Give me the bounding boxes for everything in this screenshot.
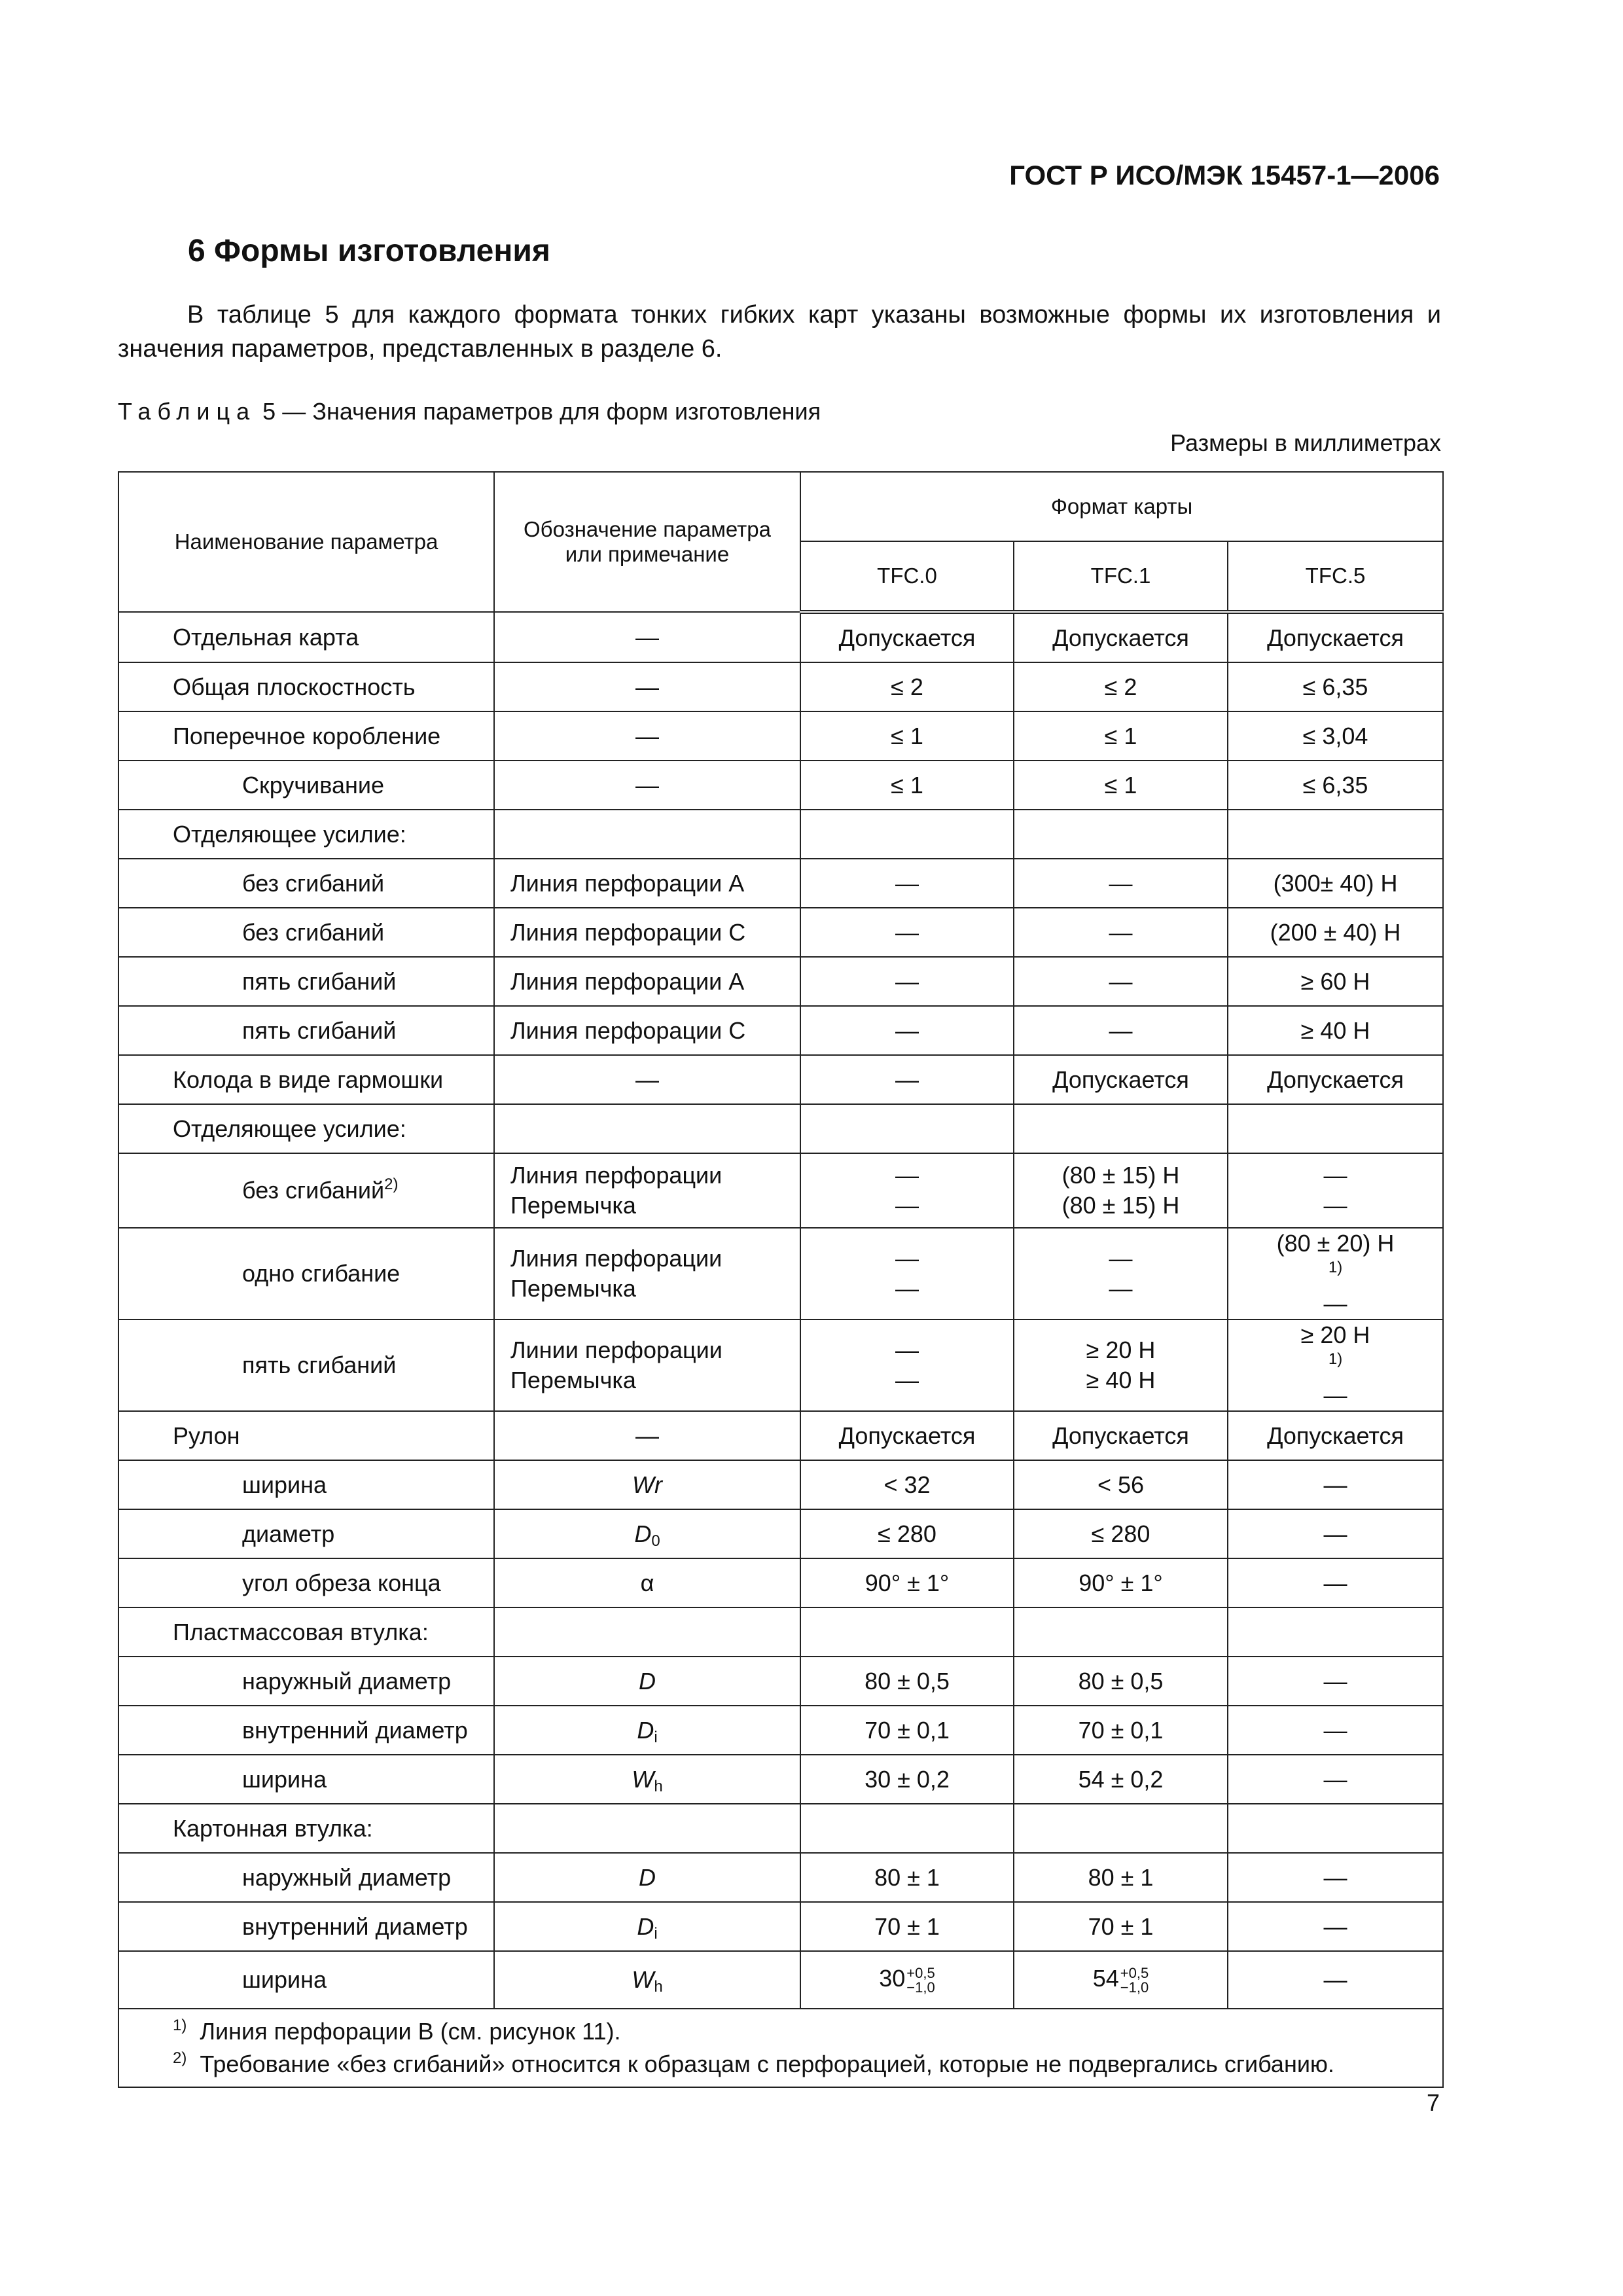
row-tfc5 bbox=[1228, 810, 1443, 859]
symbol-subscript: 0 bbox=[651, 1532, 660, 1550]
row-designation: Линия перфорации А bbox=[494, 957, 800, 1006]
table-row bbox=[118, 1055, 1443, 1104]
row-tfc1: 70 ± 1 bbox=[1014, 1902, 1228, 1951]
row-designation: Линия перфорации С bbox=[494, 1006, 800, 1055]
row-designation: Линия перфорации С bbox=[494, 908, 800, 957]
row-tfc1: — bbox=[1014, 859, 1228, 908]
row-name: Картонная втулка: bbox=[118, 1804, 494, 1853]
parameters-table bbox=[118, 471, 1444, 2088]
tolerance bbox=[906, 1966, 935, 1995]
row-designation bbox=[494, 1706, 800, 1755]
symbol: D bbox=[637, 1716, 654, 1744]
row-tfc0 bbox=[800, 1607, 1014, 1657]
table-row bbox=[118, 810, 1443, 859]
row-tfc1: ≤ 2 bbox=[1014, 662, 1228, 711]
row-designation bbox=[494, 1755, 800, 1804]
footnote-ref: 2) bbox=[384, 1175, 399, 1193]
row-tfc0: — bbox=[800, 1006, 1014, 1055]
row-tfc1 bbox=[1014, 1319, 1228, 1411]
row-name: пять сгибаний bbox=[118, 957, 494, 1006]
table-caption bbox=[118, 398, 821, 425]
row-name: угол обреза конца bbox=[118, 1558, 494, 1607]
header-tfc5: TFC.5 bbox=[1228, 541, 1443, 612]
row-tfc1 bbox=[1014, 810, 1228, 859]
row-designation: — bbox=[494, 662, 800, 711]
table-row bbox=[118, 711, 1443, 761]
row-name: Пластмассовая втулка: bbox=[118, 1607, 494, 1657]
row-tfc5 bbox=[1228, 1607, 1443, 1657]
row-name: Отдельная карта bbox=[118, 612, 494, 662]
row-tfc5 bbox=[1228, 1104, 1443, 1153]
table-row bbox=[118, 1006, 1443, 1055]
value-line1: ≥ 20 Н bbox=[1086, 1336, 1156, 1363]
row-tfc1 bbox=[1014, 1153, 1228, 1228]
row-designation: — bbox=[494, 711, 800, 761]
table-row bbox=[118, 1755, 1443, 1804]
designation-line1: Линия перфорации bbox=[510, 1162, 722, 1189]
row-designation: Wr bbox=[494, 1460, 800, 1509]
row-name: Общая плоскостность bbox=[118, 662, 494, 711]
value-line1: — bbox=[895, 1162, 919, 1189]
tolerance-lower: −1,0 bbox=[906, 1979, 935, 1996]
table-row bbox=[118, 612, 1443, 662]
value-line2: ≥ 40 Н bbox=[1086, 1367, 1156, 1393]
intro-line-2: значения параметров, представленных в разделе 6. bbox=[118, 335, 722, 363]
row-tfc5: — bbox=[1228, 1509, 1443, 1558]
row-tfc5: — bbox=[1228, 1558, 1443, 1607]
row-tfc5: — bbox=[1228, 1951, 1443, 2009]
header-card-format: Формат карты bbox=[800, 472, 1443, 541]
row-designation: Линия перфорации А bbox=[494, 859, 800, 908]
section-title: 6 Формы изготовления bbox=[188, 234, 550, 268]
row-name bbox=[118, 1153, 494, 1228]
row-tfc1 bbox=[1014, 1951, 1228, 2009]
row-tfc5 bbox=[1228, 1804, 1443, 1853]
value-line1: — bbox=[1323, 1162, 1347, 1189]
designation-line2: Перемычка bbox=[510, 1275, 636, 1302]
table-caption-prefix: Таблица bbox=[118, 398, 257, 425]
footnote-ref: 1) bbox=[1328, 1259, 1343, 1276]
row-tfc1 bbox=[1014, 1228, 1228, 1319]
row-tfc0 bbox=[800, 1804, 1014, 1853]
row-designation bbox=[494, 1104, 800, 1153]
row-designation bbox=[494, 1153, 800, 1228]
row-tfc1: — bbox=[1014, 957, 1228, 1006]
row-tfc0: — bbox=[800, 957, 1014, 1006]
row-tfc5 bbox=[1228, 1228, 1443, 1319]
row-tfc5: — bbox=[1228, 1853, 1443, 1902]
row-tfc5: — bbox=[1228, 1902, 1443, 1951]
row-tfc5: ≥ 40 Н bbox=[1228, 1006, 1443, 1055]
table-row bbox=[118, 908, 1443, 957]
row-designation bbox=[494, 1902, 800, 1951]
row-name: Рулон bbox=[118, 1411, 494, 1460]
row-name: ширина bbox=[118, 1755, 494, 1804]
row-tfc0 bbox=[800, 1153, 1014, 1228]
row-name: ширина bbox=[118, 1460, 494, 1509]
row-tfc0: Допускается bbox=[800, 612, 1014, 662]
row-name: ширина bbox=[118, 1951, 494, 2009]
value-line2: — bbox=[1323, 1290, 1347, 1317]
value-line1: — bbox=[895, 1245, 919, 1272]
value-line1: — bbox=[895, 1336, 919, 1363]
row-name: Скручивание bbox=[118, 761, 494, 810]
row-name: Колода в виде гармошки bbox=[118, 1055, 494, 1104]
row-tfc0 bbox=[800, 1319, 1014, 1411]
row-tfc0: ≤ 1 bbox=[800, 761, 1014, 810]
row-tfc1: ≤ 280 bbox=[1014, 1509, 1228, 1558]
row-tfc0: 70 ± 1 bbox=[800, 1902, 1014, 1951]
row-tfc0: — bbox=[800, 859, 1014, 908]
row-tfc0: 30 ± 0,2 bbox=[800, 1755, 1014, 1804]
row-name: без сгибаний bbox=[118, 908, 494, 957]
row-tfc1: 80 ± 0,5 bbox=[1014, 1657, 1228, 1706]
row-designation bbox=[494, 1228, 800, 1319]
value-text: 30 bbox=[879, 1965, 906, 1992]
row-name: наружный диаметр bbox=[118, 1657, 494, 1706]
tolerance bbox=[1120, 1966, 1149, 1995]
table-row bbox=[118, 957, 1443, 1006]
tolerance-upper: +0,5 bbox=[906, 1964, 935, 1981]
row-tfc0 bbox=[800, 810, 1014, 859]
document-code: ГОСТ Р ИСО/МЭК 15457-1—2006 bbox=[1009, 160, 1440, 190]
row-name: Поперечное коробление bbox=[118, 711, 494, 761]
value-line1: (80 ± 15) Н bbox=[1061, 1162, 1180, 1189]
symbol-subscript: h bbox=[654, 1777, 663, 1795]
table-row bbox=[118, 1228, 1443, 1319]
value-line2: — bbox=[895, 1367, 919, 1393]
row-tfc1: — bbox=[1014, 1006, 1228, 1055]
table-row bbox=[118, 859, 1443, 908]
row-name: внутренний диаметр bbox=[118, 1902, 494, 1951]
header-tfc1: TFC.1 bbox=[1014, 541, 1228, 612]
symbol: D bbox=[634, 1520, 652, 1547]
row-name: наружный диаметр bbox=[118, 1853, 494, 1902]
footnote-1-mark: 1) bbox=[173, 2017, 187, 2034]
row-tfc0: ≤ 1 bbox=[800, 711, 1014, 761]
row-name: внутренний диаметр bbox=[118, 1706, 494, 1755]
row-tfc5: (300± 40) Н bbox=[1228, 859, 1443, 908]
units-note: Размеры в миллиметрах bbox=[1170, 429, 1441, 456]
table-row bbox=[118, 1951, 1443, 2009]
value-text: 54 bbox=[1092, 1965, 1119, 1992]
row-tfc5 bbox=[1228, 1319, 1443, 1411]
tolerance-lower: −1,0 bbox=[1120, 1979, 1149, 1996]
value-line2: — bbox=[1323, 1192, 1347, 1219]
row-tfc5: (200 ± 40) Н bbox=[1228, 908, 1443, 957]
row-designation bbox=[494, 1951, 800, 2009]
value-line1: — bbox=[1109, 1245, 1133, 1272]
row-tfc5: — bbox=[1228, 1706, 1443, 1755]
row-name: пять сгибаний bbox=[118, 1319, 494, 1411]
row-designation: α bbox=[494, 1558, 800, 1607]
row-tfc1: < 56 bbox=[1014, 1460, 1228, 1509]
table-row bbox=[118, 1706, 1443, 1755]
row-designation: D bbox=[494, 1657, 800, 1706]
table-row bbox=[118, 662, 1443, 711]
table-caption-number: 5 bbox=[262, 398, 276, 425]
footnotes bbox=[118, 2009, 1443, 2087]
row-tfc1: ≤ 1 bbox=[1014, 761, 1228, 810]
footnotes-row bbox=[118, 2009, 1443, 2087]
page-number: 7 bbox=[1426, 2089, 1440, 2116]
footnote-1-text: Линия перфорации В (см. рисунок 11). bbox=[200, 2018, 621, 2045]
row-tfc0: — bbox=[800, 1055, 1014, 1104]
table-row bbox=[118, 1460, 1443, 1509]
row-designation bbox=[494, 810, 800, 859]
row-tfc5: ≤ 6,35 bbox=[1228, 761, 1443, 810]
row-tfc1: 90° ± 1° bbox=[1014, 1558, 1228, 1607]
row-tfc5: Допускается bbox=[1228, 1055, 1443, 1104]
value-line1 bbox=[1228, 1229, 1442, 1289]
row-tfc0: 90° ± 1° bbox=[800, 1558, 1014, 1607]
row-tfc1: ≤ 1 bbox=[1014, 711, 1228, 761]
row-tfc1: 70 ± 0,1 bbox=[1014, 1706, 1228, 1755]
table-row bbox=[118, 1411, 1443, 1460]
row-tfc0: < 32 bbox=[800, 1460, 1014, 1509]
footnote-1 bbox=[173, 2015, 1442, 2048]
row-tfc0: — bbox=[800, 908, 1014, 957]
row-tfc5: — bbox=[1228, 1755, 1443, 1804]
symbol: D bbox=[637, 1912, 654, 1940]
symbol-subscript: i bbox=[654, 1924, 658, 1943]
table-row bbox=[118, 1509, 1443, 1558]
value-text: ≥ 20 Н bbox=[1300, 1321, 1370, 1348]
row-tfc1: Допускается bbox=[1014, 1411, 1228, 1460]
designation-line2: Перемычка bbox=[510, 1192, 636, 1219]
row-name: Отделяющее усилие: bbox=[118, 810, 494, 859]
row-tfc5: — bbox=[1228, 1657, 1443, 1706]
value-line2: — bbox=[895, 1275, 919, 1302]
table-row bbox=[118, 1902, 1443, 1951]
row-designation bbox=[494, 1804, 800, 1853]
row-designation bbox=[494, 1509, 800, 1558]
table-row bbox=[118, 1104, 1443, 1153]
designation-line2: Перемычка bbox=[510, 1367, 636, 1393]
row-designation: — bbox=[494, 612, 800, 662]
value-line2: — bbox=[1109, 1275, 1133, 1302]
designation-line1: Линии перфорации bbox=[510, 1336, 722, 1363]
value-line1 bbox=[1228, 1320, 1442, 1380]
row-tfc0: 80 ± 1 bbox=[800, 1853, 1014, 1902]
table-row bbox=[118, 761, 1443, 810]
row-tfc5: Допускается bbox=[1228, 612, 1443, 662]
row-name: Отделяющее усилие: bbox=[118, 1104, 494, 1153]
table-row bbox=[118, 1558, 1443, 1607]
symbol-subscript: h bbox=[654, 1978, 663, 1996]
row-designation bbox=[494, 1607, 800, 1657]
row-tfc0: ≤ 280 bbox=[800, 1509, 1014, 1558]
row-designation: — bbox=[494, 761, 800, 810]
table-row bbox=[118, 1657, 1443, 1706]
designation-line1: Линия перфорации bbox=[510, 1245, 722, 1272]
header-designation-line1: Обозначение параметра bbox=[524, 517, 771, 541]
table-caption-text: — Значения параметров для форм изготовления bbox=[276, 398, 821, 425]
row-tfc5: ≤ 6,35 bbox=[1228, 662, 1443, 711]
symbol: W bbox=[632, 1966, 654, 1993]
intro-line-1: В таблице 5 для каждого формата тонких гибких карт указаны возможные формы их изготовления и bbox=[187, 301, 1441, 329]
value-line2: (80 ± 15) Н bbox=[1061, 1192, 1180, 1219]
row-tfc5: Допускается bbox=[1228, 1411, 1443, 1460]
symbol: W bbox=[632, 1765, 654, 1793]
row-tfc0: Допускается bbox=[800, 1411, 1014, 1460]
row-tfc5: ≥ 60 Н bbox=[1228, 957, 1443, 1006]
table-row bbox=[118, 1853, 1443, 1902]
row-tfc1 bbox=[1014, 1607, 1228, 1657]
row-tfc1: Допускается bbox=[1014, 1055, 1228, 1104]
row-tfc1 bbox=[1014, 1104, 1228, 1153]
symbol-subscript: i bbox=[654, 1728, 658, 1746]
row-name: пять сгибаний bbox=[118, 1006, 494, 1055]
table-row bbox=[118, 1607, 1443, 1657]
row-tfc0: ≤ 2 bbox=[800, 662, 1014, 711]
row-name: диаметр bbox=[118, 1509, 494, 1558]
row-tfc5: ≤ 3,04 bbox=[1228, 711, 1443, 761]
table-row bbox=[118, 1153, 1443, 1228]
table-row bbox=[118, 1319, 1443, 1411]
row-designation bbox=[494, 1319, 800, 1411]
row-tfc1 bbox=[1014, 1804, 1228, 1853]
row-tfc0 bbox=[800, 1104, 1014, 1153]
row-tfc5: — bbox=[1228, 1460, 1443, 1509]
row-tfc1: — bbox=[1014, 908, 1228, 957]
tolerance-upper: +0,5 bbox=[1120, 1964, 1149, 1981]
header-tfc0: TFC.0 bbox=[800, 541, 1014, 612]
row-tfc0 bbox=[800, 1951, 1014, 2009]
row-name: без сгибаний bbox=[118, 859, 494, 908]
row-tfc0 bbox=[800, 1228, 1014, 1319]
footnote-2-mark: 2) bbox=[173, 2049, 187, 2067]
table-row bbox=[118, 1804, 1443, 1853]
row-tfc1: Допускается bbox=[1014, 612, 1228, 662]
value-text: (80 ± 20) Н bbox=[1276, 1230, 1395, 1257]
row-tfc0: 70 ± 0,1 bbox=[800, 1706, 1014, 1755]
row-designation: D bbox=[494, 1853, 800, 1902]
row-tfc5 bbox=[1228, 1153, 1443, 1228]
footnote-2-text: Требование «без сгибаний» относится к образцам с перфорацией, которые не подвергались сгибанию. bbox=[200, 2051, 1334, 2077]
row-tfc1: 54 ± 0,2 bbox=[1014, 1755, 1228, 1804]
intro-paragraph bbox=[118, 298, 1441, 366]
footnote-ref: 1) bbox=[1328, 1350, 1343, 1368]
row-tfc0: 80 ± 0,5 bbox=[800, 1657, 1014, 1706]
footnote-2 bbox=[173, 2048, 1442, 2081]
header-designation bbox=[494, 472, 800, 612]
row-name: одно сгибание bbox=[118, 1228, 494, 1319]
row-name-text: без сгибаний bbox=[242, 1177, 385, 1204]
row-designation: — bbox=[494, 1055, 800, 1104]
value-line2: — bbox=[895, 1192, 919, 1219]
header-parameter-name: Наименование параметра bbox=[118, 472, 494, 612]
row-tfc1: 80 ± 1 bbox=[1014, 1853, 1228, 1902]
value-line2: — bbox=[1323, 1382, 1347, 1408]
row-designation: — bbox=[494, 1411, 800, 1460]
header-designation-line2: или примечание bbox=[565, 542, 730, 566]
